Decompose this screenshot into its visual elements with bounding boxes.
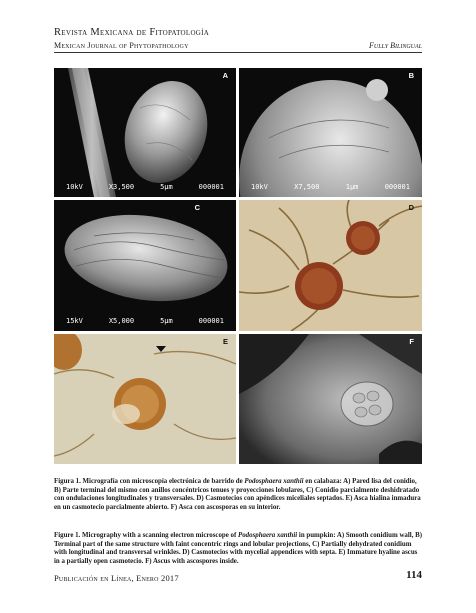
panel-a-scalebar: [66, 183, 224, 191]
panel-e: [54, 334, 236, 464]
sem-scale: 1μm: [345, 183, 359, 191]
panel-d-label: D: [408, 203, 414, 212]
panel-e-label: E: [222, 337, 228, 346]
sem-scale: 5μm: [160, 183, 173, 191]
caption-text-2: en calabaza: A) Pared lisa del conidio, B) Parte terminal del mismo con anillos concéntricos tenues y proyecciones lobulares, C) Conidio parcialmente deshidratado con ondulaciones longitudinales y transversales. D) Casmotecios con apéndices miceliales septados. E) Asca hialina inmadura en un casmotecio parcialmente abierto. F) Asca con ascosporas en su interior.: [54, 478, 421, 511]
sem-image-id: 000001: [198, 183, 224, 191]
panel-b-image: [239, 68, 422, 197]
panel-e-image: [54, 334, 236, 464]
panel-b-label: B: [408, 71, 414, 80]
panel-b-scalebar: [251, 183, 410, 191]
panel-f-label: F: [409, 337, 414, 346]
panel-f-image: [239, 334, 422, 464]
panel-a-label: A: [222, 71, 228, 80]
panel-c-scalebar: [66, 317, 224, 325]
panel-d-image: [239, 200, 422, 331]
caption-text-1: Micrografía con microscopía electrónica de barrido de: [82, 478, 243, 485]
sem-image-id: 000001: [198, 317, 224, 325]
panel-a-image: [54, 68, 236, 197]
caption-text-1: Micrography with a scanning electron microscope of: [82, 532, 237, 539]
header-rule: [54, 52, 422, 53]
panel-c: [54, 200, 236, 331]
sem-magnification: X7,500: [294, 183, 320, 191]
caption-species: Podosphaera xanthii: [244, 478, 304, 485]
sem-voltage: 15kV: [66, 317, 83, 325]
figure-caption-spanish: [54, 478, 424, 512]
caption-species: Podosphaera xanthii: [238, 532, 298, 539]
publication-date: Publicación en Línea, Enero 2017: [54, 573, 179, 583]
sem-scale: 5μm: [160, 317, 173, 325]
panel-c-label: C: [194, 203, 200, 212]
sem-magnification: X5,000: [108, 317, 135, 325]
panel-b: [239, 68, 422, 197]
sem-magnification: X3,500: [108, 183, 135, 191]
caption-lead: Figura 1.: [54, 478, 81, 485]
sem-image-id: 000001: [384, 183, 410, 191]
panel-c-image: [54, 200, 236, 331]
panel-a: [54, 68, 236, 197]
panel-f: [239, 334, 422, 464]
caption-text-2: in pumpkin: A) Smooth conidium wall, B) Terminal part of the same structure with faint concentric rings and lobular projections, C) Partially dehydrated conidium with longitudinal and transversal wrinkles. D) Casmotecios with mycelial appendices with septa. E) Immature hyaline ascus in a partially open casmotecio. F) Ascus with ascospores inside.: [54, 532, 423, 565]
caption-lead: Figure 1.: [54, 532, 81, 539]
sem-voltage: 10kV: [251, 183, 268, 191]
journal-subtitle: Mexican Journal of Phytopathology: [54, 41, 189, 50]
journal-title: Revista Mexicana de Fitopatología: [54, 27, 210, 38]
page-number: 114: [406, 569, 422, 581]
header-right-note: Fully Bilingual: [369, 41, 422, 50]
panel-d: [239, 200, 422, 331]
sem-voltage: 10kV: [66, 183, 83, 191]
figure-caption-english: [54, 532, 424, 566]
